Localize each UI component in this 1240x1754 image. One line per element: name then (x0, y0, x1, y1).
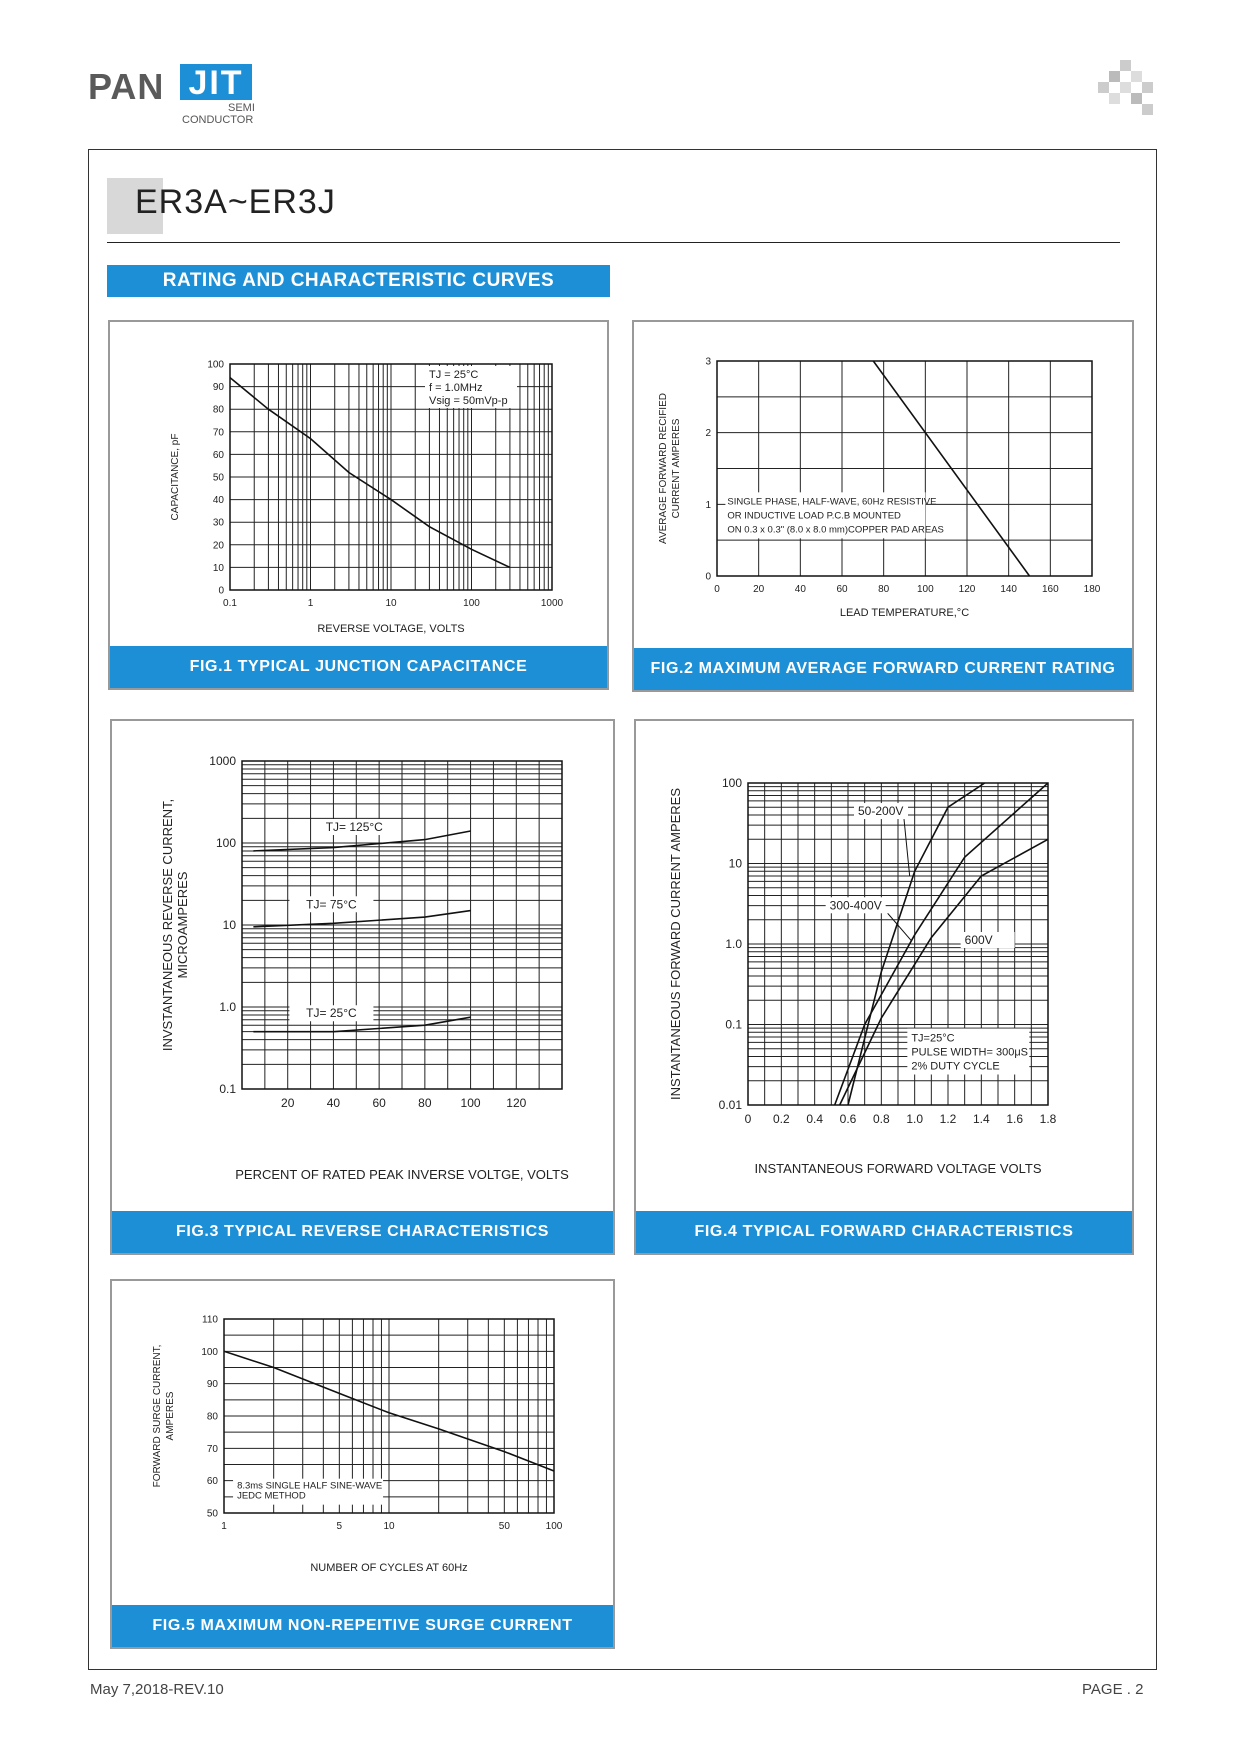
fig2-annotation: SINGLE PHASE, HALF-WAVE, 60Hz RESISTIVE (727, 496, 937, 508)
fig4-annotation: 2% DUTY CYCLE (911, 1060, 1000, 1073)
fig5-x-axis-label: NUMBER OF CYCLES AT 60Hz (310, 1562, 468, 1574)
fig5-y-tick-label: 60 (206, 1476, 218, 1488)
brand-sub2: CONDUCTOR (182, 114, 254, 126)
section-title: RATING AND CHARACTERISTIC CURVES (107, 265, 610, 297)
fig3-y-tick-label: 1.0 (219, 1000, 236, 1015)
fig1-y-tick-label: 60 (212, 449, 224, 461)
fig2-annotation: OR INDUCTIVE LOAD P.C.B MOUNTED (727, 510, 901, 522)
fig2-annotation: ON 0.3 x 0.3" (8.0 x 8.0 mm)COPPER PAD AREAS (727, 524, 944, 536)
fig3-y-axis-label: MICROAMPERES (175, 871, 190, 979)
fig3-x-tick-label: 20 (281, 1096, 295, 1110)
fig1-y-tick-label: 80 (212, 404, 224, 416)
fig5-annotation: 8.3ms SINGLE HALF SINE-WAVE (237, 1480, 383, 1492)
fig3-y-tick-label: 10 (222, 918, 236, 933)
fig1-annotation: Vsig = 50mVp-p (429, 395, 508, 407)
fig4-caption: FIG.4 TYPICAL FORWARD CHARACTERISTICS (636, 1211, 1132, 1253)
fig2-y-axis-label: CURRENT AMPERES (671, 418, 682, 519)
brand-right: JIT (180, 64, 252, 100)
fig2-y-axis-label: AVERAGE FORWARD RECIFIED (658, 393, 669, 544)
fig4-x-axis-label: INSTANTANEOUS FORWARD VOLTAGE VOLTS (754, 1161, 1042, 1176)
fig4-x-tick-label: 1.2 (939, 1112, 957, 1126)
fig1-y-tick-label: 30 (212, 517, 224, 529)
fig4-x-tick-label: 0.4 (806, 1112, 824, 1126)
fig5-caption: FIG.5 MAXIMUM NON-REPEITIVE SURGE CURRENT (112, 1605, 613, 1647)
brand-sub1: SEMI (228, 102, 255, 114)
fig5-y-tick-label: 70 (206, 1443, 218, 1455)
fig4-y-tick-label: 1.0 (725, 937, 742, 952)
fig3-panel (110, 719, 615, 1255)
fig2-x-tick-label: 40 (794, 584, 806, 595)
fig4-annotation: TJ=25°C (911, 1032, 955, 1045)
footer-date: May 7,2018-REV.10 (90, 1681, 224, 1698)
fig4-panel (634, 719, 1134, 1255)
fig1-annotation: TJ = 25°C (429, 369, 479, 381)
fig2-x-tick-label: 160 (1041, 584, 1059, 595)
fig3-x-axis-label: PERCENT OF RATED PEAK INVERSE VOLTGE, VOLTS (235, 1167, 569, 1182)
fig3-y-tick-label: 1000 (209, 754, 236, 769)
fig5-x-tick-label: 50 (498, 1521, 510, 1532)
fig2-caption: FIG.2 MAXIMUM AVERAGE FORWARD CURRENT RATING (634, 648, 1132, 690)
fig2-x-tick-label: 80 (878, 584, 890, 595)
corner-pattern-icon (1098, 60, 1158, 120)
fig1-annotation: f = 1.0MHz (429, 382, 483, 394)
fig3-y-tick-label: 0.1 (219, 1082, 236, 1097)
footer-page: PAGE . 2 (1082, 1681, 1144, 1698)
page-title: ER3A~ER3J (135, 183, 336, 221)
fig4-x-tick-label: 1.0 (906, 1112, 924, 1126)
fig5-x-tick-label: 10 (383, 1521, 395, 1532)
fig3-series-label: TJ= 75°C (306, 897, 357, 912)
fig5-x-tick-label: 1 (221, 1521, 227, 1532)
fig5-y-tick-label: 80 (206, 1411, 218, 1423)
fig2-y-tick-label: 0 (705, 571, 711, 583)
fig1-y-tick-label: 40 (212, 495, 224, 507)
fig5-y-axis-label: FORWARD SURGE CURRENT, (152, 1344, 163, 1488)
fig4-annotation: PULSE WIDTH= 300μS (911, 1046, 1029, 1059)
fig1-y-tick-label: 70 (212, 427, 224, 439)
fig3-series-line-1 (253, 911, 470, 927)
fig4-y-tick-label: 100 (721, 776, 742, 791)
fig3-x-tick-label: 120 (506, 1096, 527, 1110)
fig3-x-tick-label: 60 (372, 1096, 386, 1110)
fig3-x-tick-label: 40 (326, 1096, 341, 1110)
fig4-y-tick-label: 0.01 (718, 1098, 742, 1113)
fig1-caption: FIG.1 TYPICAL JUNCTION CAPACITANCE (110, 646, 607, 688)
fig2-x-tick-label: 60 (836, 584, 848, 595)
fig2-x-tick-label: 120 (958, 584, 976, 595)
fig1-y-tick-label: 0 (218, 585, 224, 597)
fig2-y-tick-label: 1 (705, 499, 711, 511)
fig3-series-label: TJ= 125°C (325, 820, 383, 835)
fig3-x-tick-label: 80 (418, 1096, 432, 1110)
fig4-y-axis-label: INSTANTANEOUS FORWARD CURRENT AMPERES (668, 787, 683, 1101)
fig4-series-label: 600V (964, 933, 993, 947)
fig1-x-tick-label: 1 (307, 598, 314, 609)
fig2-x-tick-label: 140 (1000, 584, 1018, 595)
title-divider (107, 242, 1120, 243)
fig5-annotation: JEDC METHOD (237, 1490, 306, 1502)
fig4-x-tick-label: 0.6 (839, 1112, 857, 1126)
fig2-y-tick-label: 3 (705, 356, 711, 368)
fig3-caption: FIG.3 TYPICAL REVERSE CHARACTERISTICS (112, 1211, 613, 1253)
fig5-x-tick-label: 100 (545, 1521, 563, 1532)
fig2-x-tick-label: 180 (1083, 584, 1101, 595)
fig4-x-tick-label: 1.8 (1039, 1112, 1057, 1126)
fig2-x-tick-label: 0 (714, 584, 720, 595)
fig5-x-tick-label: 5 (336, 1521, 343, 1532)
fig2-y-tick-label: 2 (705, 428, 711, 440)
fig2-x-axis-label: LEAD TEMPERATURE,°C (839, 607, 970, 619)
fig1-y-tick-label: 90 (212, 382, 224, 394)
fig5-y-tick-label: 100 (201, 1346, 218, 1358)
fig1-x-tick-label: 1000 (540, 598, 564, 609)
fig1-x-tick-label: 10 (385, 598, 397, 609)
fig2-x-tick-label: 100 (916, 584, 934, 595)
fig3-y-tick-label: 100 (215, 836, 236, 851)
fig3-y-axis-label: INVSTANTANEOUS REVERSE CURRENT, (160, 798, 175, 1052)
fig4-y-tick-label: 0.1 (725, 1017, 742, 1032)
fig4-series-label: 50-200V (858, 804, 904, 819)
fig4-y-tick-label: 10 (728, 856, 742, 871)
fig1-y-tick-label: 100 (207, 359, 224, 371)
fig1-y-tick-label: 10 (212, 562, 224, 574)
fig4-series-label: 300-400V (829, 898, 882, 913)
fig2-panel (632, 320, 1134, 692)
fig1-x-tick-label: 0.1 (223, 598, 237, 609)
fig5-panel (110, 1279, 615, 1649)
fig4-x-tick-label: 0 (744, 1112, 752, 1126)
fig4-x-tick-label: 0.2 (772, 1112, 790, 1126)
fig1-y-tick-label: 20 (212, 540, 224, 552)
fig5-y-axis-label: AMPERES (165, 1391, 176, 1441)
fig1-x-tick-label: 100 (463, 598, 480, 609)
fig1-y-tick-label: 50 (212, 472, 224, 484)
fig3-series-label: TJ= 25°C (306, 1006, 357, 1021)
fig3-x-tick-label: 100 (460, 1096, 481, 1110)
fig1-x-axis-label: REVERSE VOLTAGE, VOLTS (317, 623, 465, 635)
fig5-y-tick-label: 90 (206, 1379, 218, 1391)
fig5-y-tick-label: 50 (206, 1508, 218, 1520)
fig1-panel (108, 320, 609, 690)
fig2-x-tick-label: 20 (753, 584, 765, 595)
fig4-x-tick-label: 1.4 (972, 1112, 990, 1126)
brand-logo (88, 60, 268, 130)
brand-left: PAN (88, 66, 165, 107)
fig5-y-tick-label: 110 (202, 1314, 218, 1326)
fig4-x-tick-label: 0.8 (872, 1112, 890, 1126)
fig4-x-tick-label: 1.6 (1006, 1112, 1024, 1126)
fig1-y-axis-label: CAPACITANCE, pF (170, 433, 181, 521)
